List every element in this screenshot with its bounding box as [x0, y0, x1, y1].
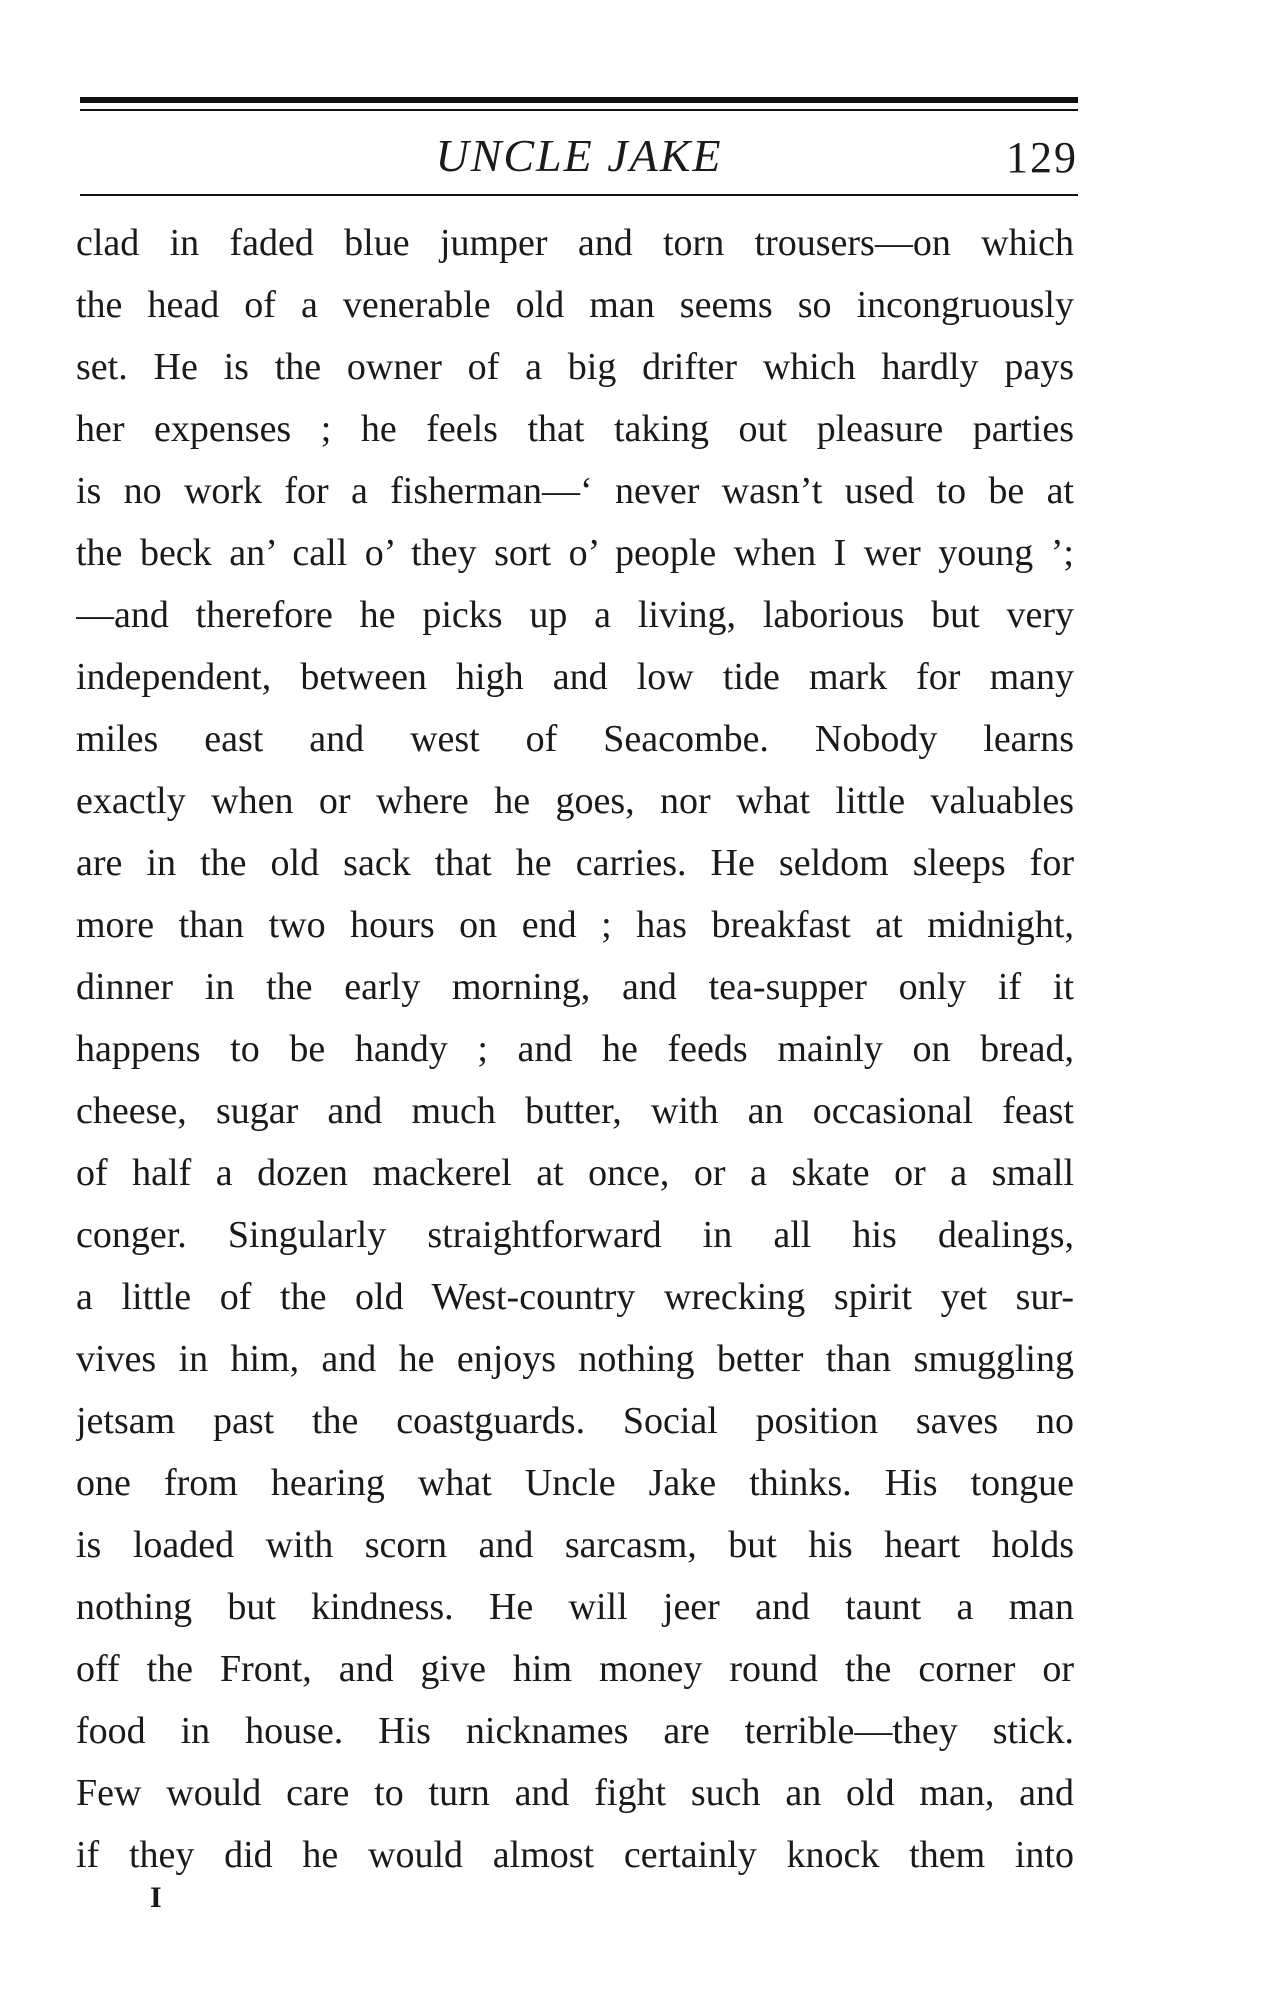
text-line: are in the old sack that he carries. He seldom sleeps for — [76, 842, 1074, 884]
text-line: of half a dozen mackerel at once, or a skate or a small — [76, 1152, 1074, 1194]
text-line: is no work for a fisherman—‘ never wasn’t used to be at — [76, 470, 1074, 512]
text-line: more than two hours on end ; has breakfast at midnight, — [76, 904, 1074, 946]
text-line: nothing but kindness. He will jeer and taunt a man — [76, 1586, 1074, 1628]
text-line: jetsam past the coastguards. Social position saves no — [76, 1400, 1074, 1442]
text-line: exactly when or where he goes, nor what little valuables — [76, 780, 1074, 822]
text-line: vives in him, and he enjoys nothing better than smuggling — [76, 1338, 1074, 1380]
text-line: the beck an’ call o’ they sort o’ people when I wer young ’; — [76, 532, 1074, 574]
page-number: 129 — [1006, 133, 1078, 182]
text-line: —and therefore he picks up a living, laborious but very — [76, 594, 1074, 636]
text-line: food in house. His nicknames are terrible—they stick. — [76, 1710, 1074, 1752]
text-line: set. He is the owner of a big drifter which hardly pays — [76, 346, 1074, 388]
text-line: conger. Singularly straightforward in all his dealings, — [76, 1214, 1074, 1256]
text-line: her expenses ; he feels that taking out pleasure parties — [76, 408, 1074, 450]
header-rule-thin — [80, 109, 1078, 111]
text-line: happens to be handy ; and he feeds mainly on bread, — [76, 1028, 1074, 1070]
body-text — [76, 212, 1074, 1886]
text-line: cheese, sugar and much butter, with an occasional feast — [76, 1090, 1074, 1132]
signature-mark: I — [150, 1881, 162, 1914]
text-line: if they did he would almost certainly knock them into — [76, 1834, 1074, 1876]
text-line: miles east and west of Seacombe. Nobody learns — [76, 718, 1074, 760]
running-title: UNCLE JAKE — [435, 130, 723, 181]
header-rule-bottom — [80, 194, 1078, 196]
text-line: Few would care to turn and fight such an old man, and — [76, 1772, 1074, 1814]
text-line: off the Front, and give him money round the corner or — [76, 1648, 1074, 1690]
text-line: independent, between high and low tide mark for many — [76, 656, 1074, 698]
text-line: clad in faded blue jumper and torn trousers—on which — [76, 222, 1074, 264]
text-line: one from hearing what Uncle Jake thinks. His tongue — [76, 1462, 1074, 1504]
text-line: the head of a venerable old man seems so incongruously — [76, 284, 1074, 326]
text-line: is loaded with scorn and sarcasm, but his heart holds — [76, 1524, 1074, 1566]
text-line: dinner in the early morning, and tea-supper only if it — [76, 966, 1074, 1008]
running-head — [80, 128, 1078, 184]
text-line: a little of the old West-country wrecking spirit yet sur- — [76, 1276, 1074, 1318]
header-rule-thick — [80, 97, 1078, 103]
